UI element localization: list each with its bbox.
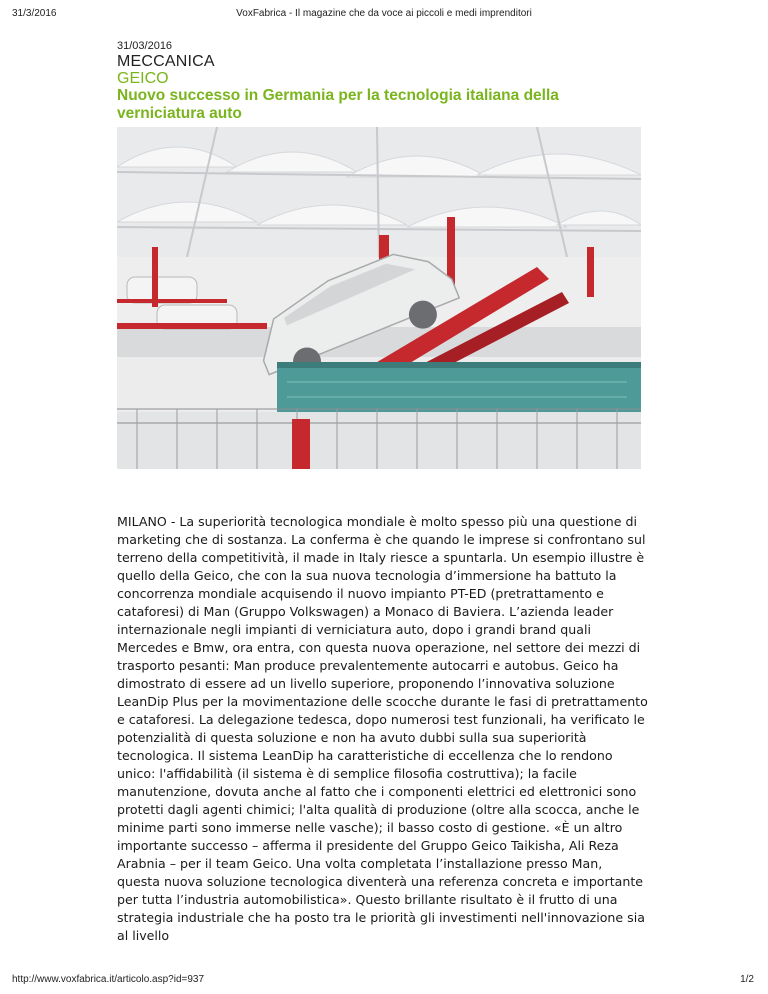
print-footer bbox=[0, 974, 768, 988]
print-page-title: VoxFabrica - Il magazine che da voce ai piccoli e medi imprenditori bbox=[236, 8, 532, 19]
article-date: 31/03/2016 bbox=[117, 40, 173, 52]
page-number: 1/2 bbox=[740, 974, 754, 985]
article-headline: Nuovo successo in Germania per la tecnologia italiana della verniciatura auto bbox=[117, 87, 559, 122]
print-date: 31/3/2016 bbox=[12, 8, 57, 19]
article-company[interactable]: GEICO bbox=[117, 70, 169, 87]
article-body: MILANO - La superiorità tecnologica mondiale è molto spesso più una questione di marketing che di sostanza. La conferma è che quando le imprese si confrontano sul terreno della competitività, il made in Italy riesce a spuntarla. Un esempio illustre è quello della Geico, che con la sua nuova tecnologia d’immersione ha battuto la concorrenza mondiale acquisendo il nuovo impianto PT-ED (pretrattamento e cataforesi) di Man (Gruppo Volkswagen) a Monaco di Baviera. L’azienda leader internazionale negli impianti di verniciatura auto, dopo i grandi brand quali Mercedes e Bmw, ora entra, con questa nuova operazione, nel settore dei mezzi di trasporto pesanti: Man produce prevalentemente autocarri e autobus. Geico ha dimostrato di essere ad un livello superiore, proponendo l’innovativa soluzione LeanDip Plus per la movimentazione delle scocche durante le fasi di pretrattamento e cataforesi. La delegazione tedesca, dopo numerosi test funzionali, ha verificato le potenzialità di questa soluzione e non ha avuto dubbi sulla sua superiorità tecnologica. Il sistema LeanDip ha caratteristiche di eccellenza che lo rendono unico: l'affidabilità (il sistema è di semplice filosofia costruttiva); la facile manutenzione, dovuta anche al fatto che i componenti elettrici ed elettronici sono protetti dagli agenti chimici; l'alta qualità di produzione (oltre alla scocca, anche le minime parti sono immerse nelle vasche); il basso costo di gestione. «È un altro importante successo – afferma il presidente del Gruppo Geico Taikisha, Ali Reza Arabnia – per il team Geico. Una volta completata l’installazione presso Man, questa nuova soluzione tecnologica diventerà una referenza concreta e importante per tutta l’industria automobilistica». Questo brillante risultato è il frutto di una strategia industriale che ha posto tra le priorità gli investimenti nell'innovazione sia al livello bbox=[117, 514, 648, 943]
print-header bbox=[0, 8, 768, 22]
print-url[interactable]: http://www.voxfabrica.it/articolo.asp?id=937 bbox=[12, 974, 205, 985]
article-category[interactable]: MECCANICA bbox=[117, 53, 215, 70]
article-photo bbox=[117, 127, 641, 469]
